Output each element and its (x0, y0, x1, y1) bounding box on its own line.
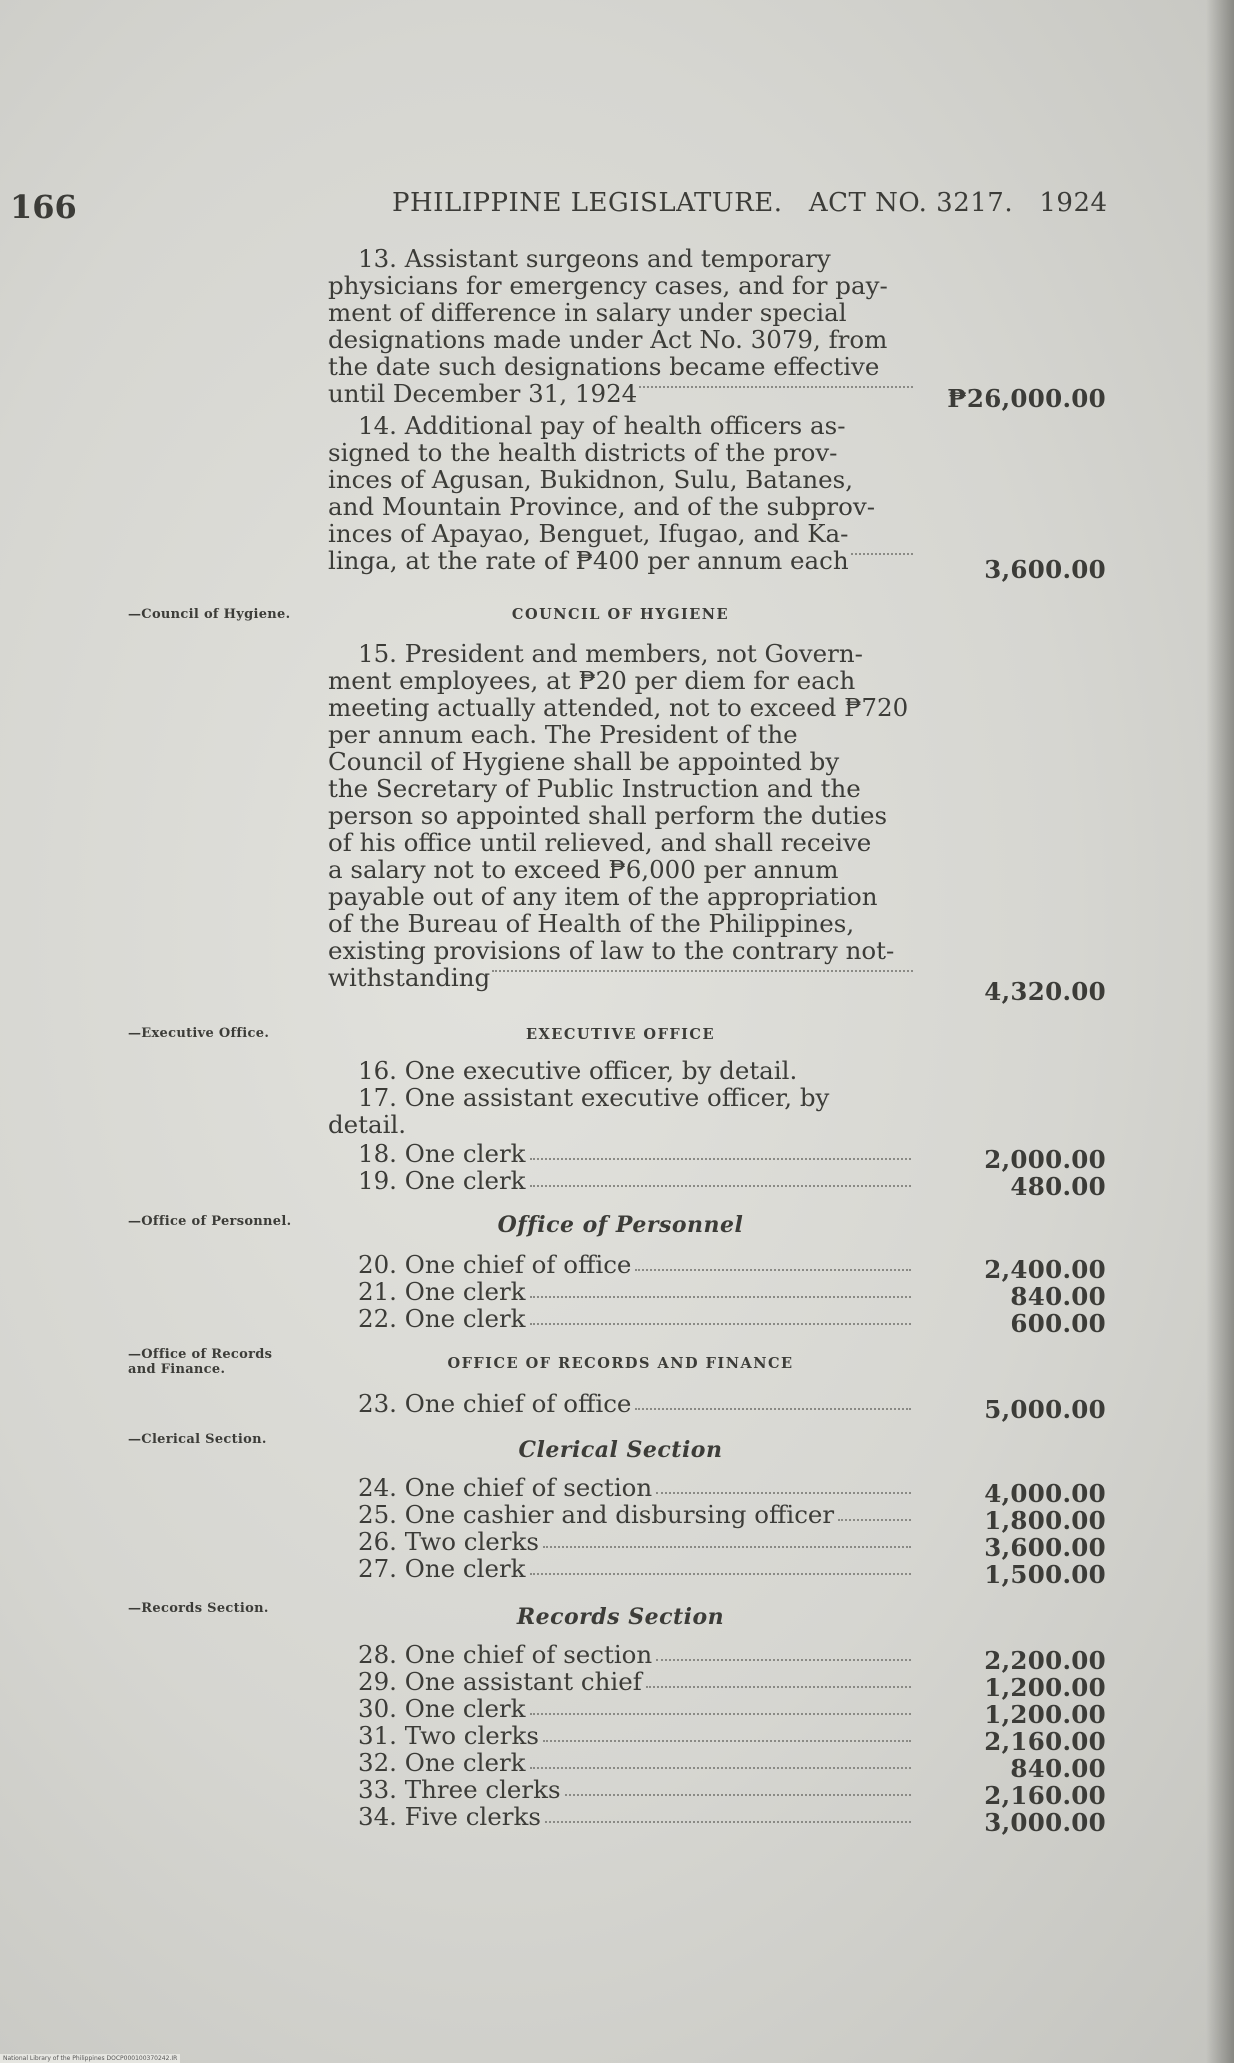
item-amount: 840.00 (1010, 1754, 1106, 1783)
margin-note-records: —Records Section. (128, 1601, 269, 1616)
text-line: designations made under Act No. 3079, from (328, 325, 888, 354)
item-amount: 480.00 (1010, 1172, 1106, 1201)
item-amount: 2,160.00 (984, 1781, 1106, 1810)
item-label: 19. One clerk (358, 1166, 526, 1195)
list-item (358, 1167, 913, 1194)
list-item (358, 1501, 913, 1528)
item-13-text (328, 245, 913, 407)
item-15-text (328, 640, 913, 991)
dot-leader (543, 1722, 911, 1742)
item-amount: 1,200.00 (984, 1700, 1106, 1729)
text-line: linga, at the rate of ₱400 per annum each (328, 546, 849, 575)
margin-note-personnel: —Office of Personnel. (128, 1214, 292, 1229)
text-line-leader (328, 547, 913, 574)
item-amount: 4,000.00 (984, 1479, 1106, 1508)
dot-leader (838, 1501, 911, 1521)
running-head: PHILIPPINE LEGISLATURE. ACT NO. 3217. 1924 (392, 188, 1108, 218)
margin-note-line: —Office of Records (128, 1347, 273, 1362)
item-label: 34. Five clerks (358, 1802, 541, 1831)
heading-executive-office: EXECUTIVE OFFICE (525, 1026, 716, 1043)
dot-leader (530, 1140, 911, 1160)
item-label: 33. Three clerks (358, 1775, 561, 1804)
list-item (358, 1803, 913, 1830)
dot-leader (530, 1749, 911, 1769)
margin-note-clerical: —Clerical Section. (128, 1432, 267, 1447)
text-line: meeting actually attended, not to exceed ₱720 (328, 693, 909, 722)
margin-note-line: and Finance. (128, 1362, 226, 1377)
heading-council-of-hygiene: COUNCIL OF HYGIENE (511, 606, 730, 623)
item-amount: 5,000.00 (984, 1395, 1106, 1424)
item-label: 20. One chief of office (358, 1250, 632, 1279)
dot-leader (530, 1695, 911, 1715)
item-amount: 2,200.00 (984, 1646, 1106, 1675)
item-amount: 840.00 (1010, 1282, 1106, 1311)
text-line: detail. (328, 1110, 407, 1139)
dot-leader (530, 1555, 911, 1575)
text-line-leader (328, 380, 913, 407)
item-amount: 2,000.00 (984, 1145, 1106, 1174)
list-item (358, 1722, 913, 1749)
dot-leader (530, 1305, 911, 1325)
text-line: of the Bureau of Health of the Philippines, (328, 909, 855, 938)
text-line: Council of Hygiene shall be appointed by (328, 747, 840, 776)
text-line: 15. President and members, not Govern- (358, 639, 863, 668)
dot-leader (656, 1474, 911, 1494)
item-label: 32. One clerk (358, 1748, 526, 1777)
list-item (358, 1695, 913, 1722)
dot-leader (656, 1641, 911, 1661)
text-line: 13. Assistant surgeons and temporary (358, 244, 831, 273)
item-label: 31. Two clerks (358, 1721, 539, 1750)
dot-leader (565, 1776, 911, 1796)
item-label: 27. One clerk (358, 1554, 526, 1583)
item-label: 25. One cashier and disbursing officer (358, 1500, 835, 1529)
list-item (358, 1278, 913, 1305)
list-item (358, 1305, 913, 1332)
heading-office-of-personnel: Office of Personnel (497, 1212, 744, 1238)
list-item (358, 1668, 913, 1695)
item-label: 23. One chief of office (358, 1389, 632, 1418)
list-item (358, 1528, 913, 1555)
dot-leader (543, 1528, 911, 1548)
margin-note-records-finance (128, 1347, 272, 1377)
text-line: withstanding (328, 963, 491, 992)
dot-leader (545, 1803, 911, 1823)
text-line: of his office until relieved, and shall receive (328, 828, 872, 857)
item-amount: 3,600.00 (984, 1533, 1106, 1562)
item-label: 18. One clerk (358, 1139, 526, 1168)
text-line: person so appointed shall perform the duties (328, 801, 888, 830)
list-item (358, 1140, 913, 1167)
dot-leader (851, 547, 913, 555)
text-line: payable out of any item of the appropriation (328, 882, 878, 911)
text-line: ment employees, at ₱20 per diem for each (328, 666, 856, 695)
text-line: and Mountain Province, and of the subprov- (328, 492, 875, 521)
item-amount: 2,400.00 (984, 1255, 1106, 1284)
text-line: inces of Agusan, Bukidnon, Sulu, Batanes, (328, 465, 853, 494)
list-item (358, 1749, 913, 1776)
amount-item-15: 4,320.00 (984, 977, 1106, 1006)
dot-leader (635, 1390, 911, 1410)
dot-leader (646, 1668, 911, 1688)
page-number: 166 (10, 188, 77, 226)
text-line: the date such designations became effective (328, 352, 880, 381)
text-line: 14. Additional pay of health officers as- (358, 411, 846, 440)
text-line: 16. One executive officer, by detail. (358, 1056, 798, 1085)
margin-note-executive: —Executive Office. (128, 1026, 270, 1041)
list-item (358, 1474, 913, 1501)
list-item (358, 1776, 913, 1803)
dot-leader (492, 964, 913, 972)
heading-office-of-records-and-finance: OFFICE OF RECORDS AND FINANCE (447, 1355, 794, 1372)
text-line-leader (328, 964, 913, 991)
items-16-17-text (328, 1057, 913, 1138)
item-label: 28. One chief of section (358, 1640, 653, 1669)
list-item (358, 1555, 913, 1582)
item-label: 26. Two clerks (358, 1527, 539, 1556)
item-amount: 3,000.00 (984, 1808, 1106, 1837)
dot-leader (635, 1251, 911, 1271)
heading-records-section: Records Section (516, 1604, 725, 1630)
item-amount: 600.00 (1010, 1309, 1106, 1338)
amount-item-13: ₱26,000.00 (947, 384, 1106, 413)
list-item (358, 1390, 913, 1417)
item-label: 21. One clerk (358, 1277, 526, 1306)
list-item (358, 1251, 913, 1278)
scan-footer: National Library of the Philippines DOCP000100370242.IR (0, 2054, 180, 2063)
item-amount: 1,500.00 (984, 1560, 1106, 1589)
page-edge-shadow (1206, 0, 1234, 2063)
text-line: per annum each. The President of the (328, 720, 798, 749)
item-amount: 1,800.00 (984, 1506, 1106, 1535)
item-14-text (328, 412, 913, 574)
text-line: 17. One assistant executive officer, by (358, 1083, 830, 1112)
amount-item-14: 3,600.00 (984, 555, 1106, 584)
margin-note-council: —Council of Hygiene. (128, 607, 291, 622)
text-line: the Secretary of Public Instruction and the (328, 774, 861, 803)
dot-leader (530, 1167, 911, 1187)
list-item (358, 1641, 913, 1668)
text-line: existing provisions of law to the contrary not- (328, 936, 895, 965)
item-label: 29. One assistant chief (358, 1667, 642, 1696)
item-label: 22. One clerk (358, 1304, 526, 1333)
item-label: 24. One chief of section (358, 1473, 653, 1502)
text-line: a salary not to exceed ₱6,000 per annum (328, 855, 839, 884)
item-amount: 2,160.00 (984, 1727, 1106, 1756)
item-amount: 1,200.00 (984, 1673, 1106, 1702)
text-line: signed to the health districts of the prov- (328, 438, 838, 467)
text-line: physicians for emergency cases, and for pay- (328, 271, 888, 300)
dot-leader (530, 1278, 911, 1298)
dot-leader (639, 380, 913, 388)
item-label: 30. One clerk (358, 1694, 526, 1723)
text-line: inces of Apayao, Benguet, Ifugao, and Ka- (328, 519, 849, 548)
text-line: until December 31, 1924 (328, 379, 638, 408)
heading-clerical-section: Clerical Section (518, 1437, 723, 1463)
text-line: ment of difference in salary under special (328, 298, 847, 327)
